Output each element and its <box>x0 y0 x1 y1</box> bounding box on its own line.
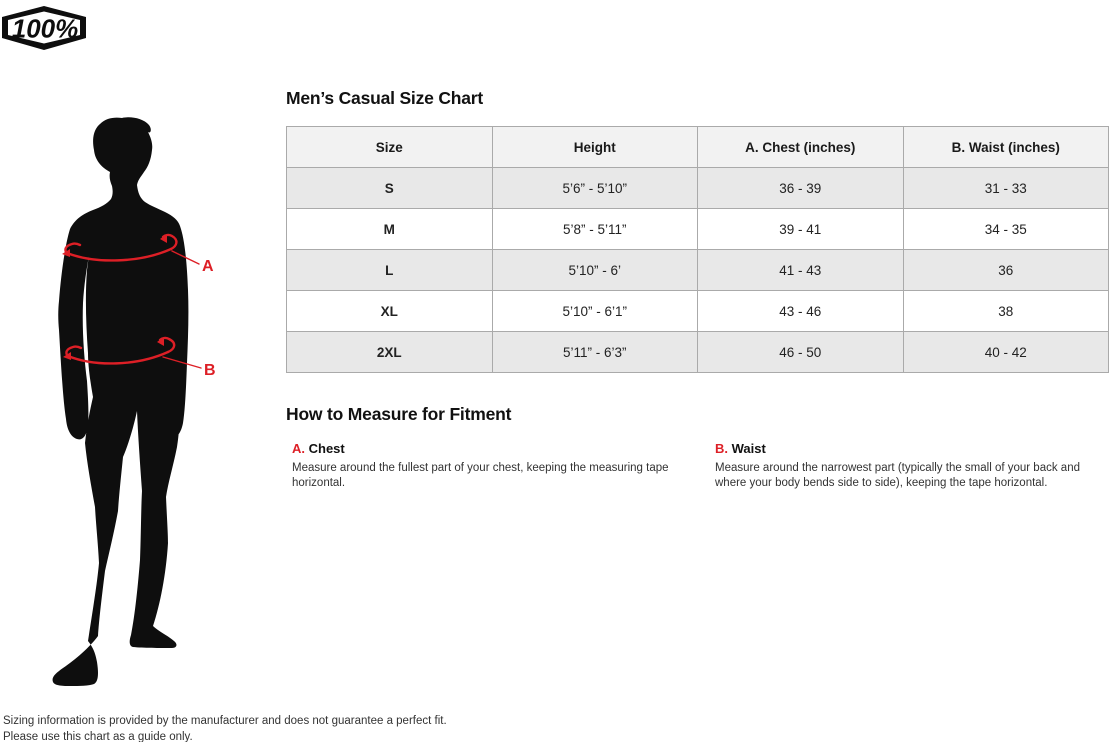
column-header-waist: B. Waist (inches) <box>903 127 1109 168</box>
size-chart-table <box>286 126 1109 373</box>
cell-chest: 43 - 46 <box>698 291 904 332</box>
page-title: Men’s Casual Size Chart <box>286 88 484 108</box>
waist-label-b: B <box>204 362 216 379</box>
cell-height: 5’10” - 6’ <box>492 250 698 291</box>
column-header-size: Size <box>287 127 493 168</box>
column-header-height: Height <box>492 127 698 168</box>
cell-chest: 41 - 43 <box>698 250 904 291</box>
cell-chest: 39 - 41 <box>698 209 904 250</box>
cell-waist: 38 <box>903 291 1109 332</box>
cell-size: M <box>287 209 493 250</box>
cell-chest: 36 - 39 <box>698 168 904 209</box>
male-silhouette <box>53 117 189 686</box>
cell-waist: 31 - 33 <box>903 168 1109 209</box>
cell-waist: 40 - 42 <box>903 332 1109 373</box>
cell-size: 2XL <box>287 332 493 373</box>
table-header-row <box>287 127 1109 168</box>
cell-waist: 36 <box>903 250 1109 291</box>
column-header-chest: A. Chest (inches) <box>698 127 904 168</box>
measure-label-chest: Chest <box>308 441 345 456</box>
cell-height: 5’8” - 5’11” <box>492 209 698 250</box>
brand-logo-100-percent-icon <box>0 5 88 51</box>
cell-waist: 34 - 35 <box>903 209 1109 250</box>
measure-item-chest <box>292 441 672 491</box>
measure-description-chest: Measure around the fullest part of your chest, keeping the measuring tape horizontal. <box>292 462 669 490</box>
cell-size: XL <box>287 291 493 332</box>
measure-description-waist: Measure around the narrowest part (typically the small of your back and where your body bends side to side), keeping the tape horizontal. <box>715 462 1080 490</box>
disclaimer-line-1: Sizing information is provided by the manufacturer and does not guarantee a perfect fit. <box>3 715 447 727</box>
measure-label-waist: Waist <box>731 441 766 456</box>
logo-text: 100% <box>11 13 79 44</box>
disclaimer <box>3 714 447 742</box>
cell-height: 5’6” - 5’10” <box>492 168 698 209</box>
body-measurement-figure <box>25 105 245 705</box>
measure-item-heading <box>715 441 1107 456</box>
table-row <box>287 209 1109 250</box>
cell-height: 5’10” - 6’1” <box>492 291 698 332</box>
cell-size: L <box>287 250 493 291</box>
cell-size: S <box>287 168 493 209</box>
table-row <box>287 250 1109 291</box>
chest-label-a: A <box>202 258 214 275</box>
measure-key-a: A. <box>292 441 305 456</box>
table-row <box>287 291 1109 332</box>
measure-key-b: B. <box>715 441 728 456</box>
measure-section-title: How to Measure for Fitment <box>286 404 512 424</box>
measure-item-heading <box>292 441 672 456</box>
cell-height: 5’11” - 6’3” <box>492 332 698 373</box>
measure-item-waist <box>715 441 1107 491</box>
disclaimer-line-2: Please use this chart as a guide only. <box>3 731 193 742</box>
table-row <box>287 332 1109 373</box>
table-row <box>287 168 1109 209</box>
cell-chest: 46 - 50 <box>698 332 904 373</box>
